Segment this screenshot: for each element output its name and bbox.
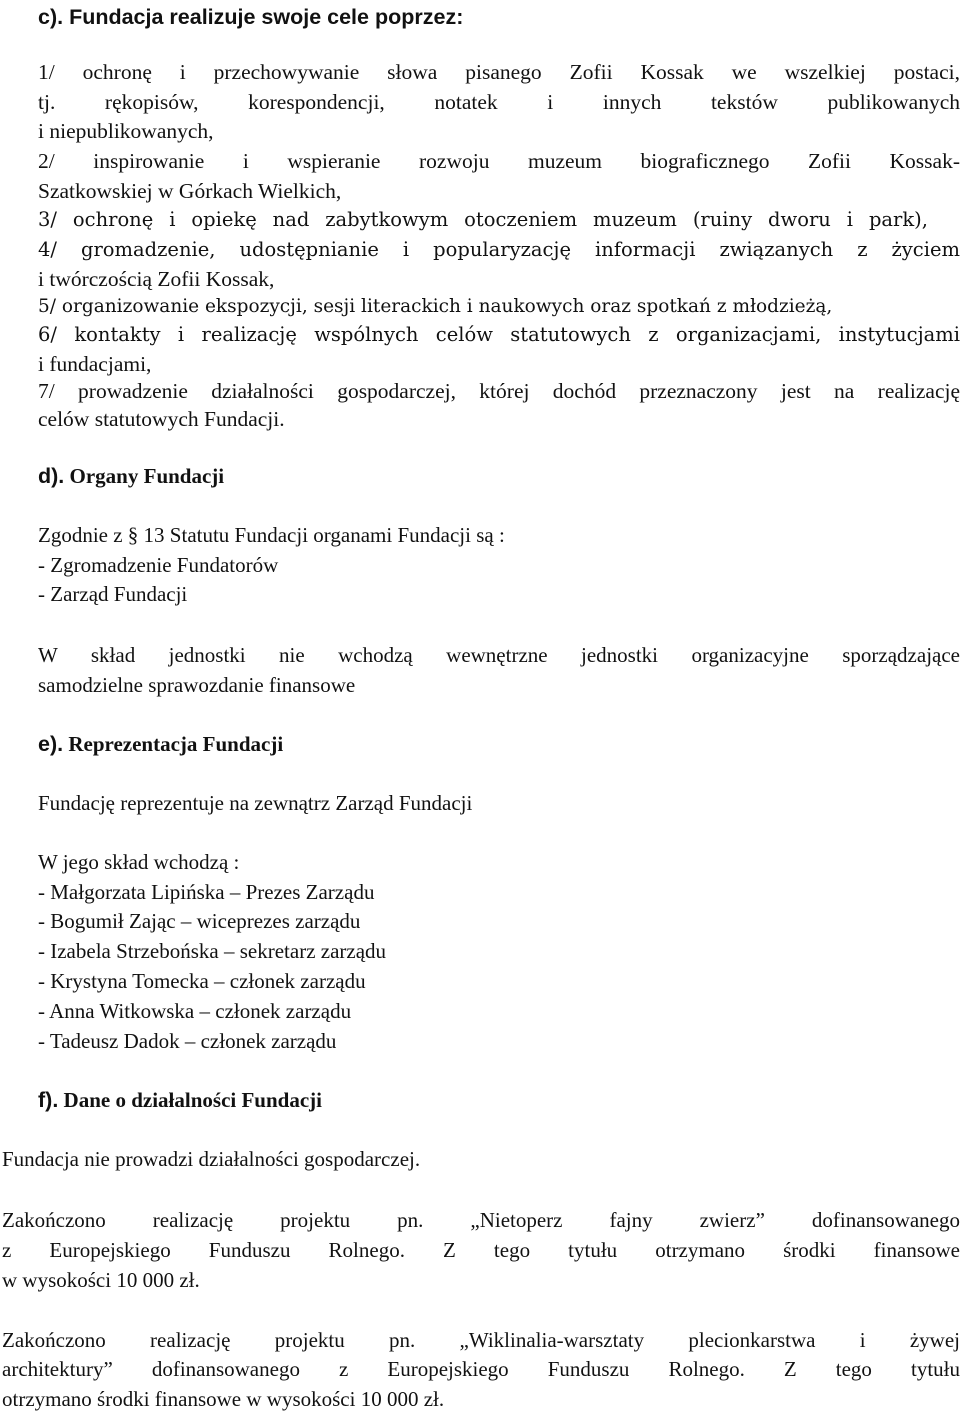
section-d-note-line-2: samodzielne sprawozdanie finansowe <box>38 673 356 697</box>
section-f-line-1: Fundacja nie prowadzi działalności gospodarczej. <box>2 1147 421 1171</box>
section-f-title: Dane o działalności Fundacji <box>63 1088 322 1112</box>
section-c-line-6: 3/ ochronę i opiekę nad zabytkowym otoczeniem muzeum (ruiny dworu i park), <box>38 208 928 231</box>
section-e-intro: Fundację reprezentuje na zewnątrz Zarząd Fundacji <box>38 791 473 815</box>
board-member: - Bogumił Zając – wiceprezes zarządu <box>38 909 361 933</box>
section-d-note-line-1: W skład jednostki nie wchodzą wewnętrzne jednostki organizacyjne sporządzające <box>38 643 960 667</box>
section-c-line-4: 2/ inspirowanie i wspieranie rozwoju muzeum biograficznego Zofii Kossak- <box>38 149 960 173</box>
section-c-line-9: 5/ organizowanie ekspozycji, sesji literackich i naukowych oraz spotkań z młodzieżą, <box>38 296 833 317</box>
section-d-line-2: - Zgromadzenie Fundatorów <box>38 553 279 577</box>
board-member: - Izabela Strzebońska – sekretarz zarządu <box>38 939 387 963</box>
section-c-line-12: 7/ prowadzenie działalności gospodarczej, której dochód przeznaczony jest na realizację <box>38 379 960 403</box>
section-c-line-10: 6/ kontakty i realizację wspólnych celów statutowych z organizacjami, instytucjami <box>38 323 960 346</box>
project-2-line-2: architektury” dofinansowanego z Europejskiego Funduszu Rolnego. Z tego tytułu <box>2 1357 960 1381</box>
section-f-prefix: f). <box>38 1088 59 1112</box>
section-e-board-intro: W jego skład wchodzą : <box>38 850 240 874</box>
board-member: - Tadeusz Dadok – członek zarządu <box>38 1029 337 1053</box>
section-c-line-7: 4/ gromadzenie, udostępnianie i popularyzację informacji związanych z życiem <box>38 238 960 261</box>
section-d-line-3: - Zarząd Fundacji <box>38 582 188 606</box>
section-d-prefix: d). <box>38 464 65 488</box>
project-1-line-1: Zakończono realizację projektu pn. „Nietoperz fajny zwierz” dofinansowanego <box>2 1208 960 1232</box>
board-member: - Anna Witkowska – członek zarządu <box>38 999 352 1023</box>
section-e-prefix: e). <box>38 732 64 756</box>
section-d-line-1: Zgodnie z § 13 Statutu Fundacji organami Fundacji są : <box>38 523 505 547</box>
project-2-line-3: otrzymano środki finansowe w wysokości 10 000 zł. <box>2 1387 445 1411</box>
board-member: - Krystyna Tomecka – członek zarządu <box>38 969 366 993</box>
section-c-line-8: i twórczością Zofii Kossak, <box>38 267 275 291</box>
project-1-line-2: z Europejskiego Funduszu Rolnego. Z tego tytułu otrzymano środki finansowe <box>2 1238 960 1262</box>
section-c-line-13: celów statutowych Fundacji. <box>38 407 285 431</box>
section-d-heading <box>38 463 224 489</box>
section-c-heading: c). Fundacja realizuje swoje cele poprzez: <box>38 5 464 29</box>
section-e-title: Reprezentacja Fundacji <box>68 732 284 756</box>
section-d-title: Organy Fundacji <box>69 464 225 488</box>
section-c-line-2: tj. rękopisów, korespondencji, notatek i innych tekstów publikowanych <box>38 90 960 114</box>
section-c-line-11: i fundacjami, <box>38 352 152 376</box>
section-f-heading <box>38 1087 322 1113</box>
section-c-line-5: Szatkowskiej w Górkach Wielkich, <box>38 179 342 203</box>
section-c-line-1: 1/ ochronę i przechowywanie słowa pisanego Zofii Kossak we wszelkiej postaci, <box>38 60 960 84</box>
project-1-line-3: w wysokości 10 000 zł. <box>2 1268 200 1292</box>
project-2-line-1: Zakończono realizację projektu pn. „Wiklinalia-warsztaty plecionkarstwa i żywej <box>2 1328 960 1352</box>
board-member: - Małgorzata Lipińska – Prezes Zarządu <box>38 880 375 904</box>
section-c-line-3: i niepublikowanych, <box>38 119 214 143</box>
section-e-heading <box>38 731 283 757</box>
